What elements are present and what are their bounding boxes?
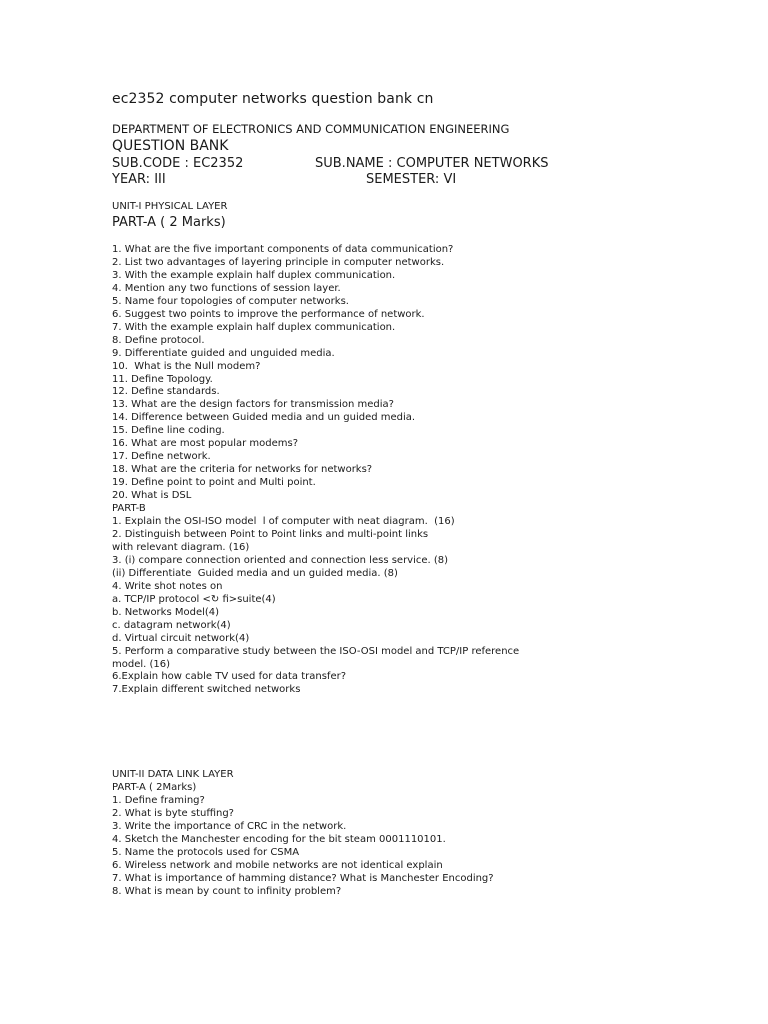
unit1-question-list xyxy=(112,244,519,697)
unit1-line: 15. Define line coding. xyxy=(112,425,225,437)
subject-code: SUB.CODE : EC2352 xyxy=(112,156,244,171)
unit1-line: b. Networks Model(4) xyxy=(112,606,220,618)
unit1-line: d. Virtual circuit network(4) xyxy=(112,632,250,644)
unit1-line: 6.Explain how cable TV used for data transfer? xyxy=(112,671,347,683)
unit1-line: PART-B xyxy=(112,503,146,515)
unit1-line: 6. Suggest two points to improve the performance of network. xyxy=(112,308,425,320)
unit1-line: 17. Define network. xyxy=(112,451,211,463)
unit1-line: c. datagram network(4) xyxy=(112,619,231,631)
question-bank-heading: QUESTION BANK xyxy=(112,138,229,154)
unit2-line: 8. What is mean by count to infinity problem? xyxy=(112,885,342,897)
unit1-line: 1. Explain the OSI-ISO model l of computer with neat diagram. (16) xyxy=(112,516,455,528)
unit1-line: 14. Difference between Guided media and un guided media. xyxy=(112,412,416,424)
department-heading: DEPARTMENT OF ELECTRONICS AND COMMUNICATION ENGINEERING xyxy=(112,122,510,136)
year-label: YEAR: III xyxy=(112,172,166,187)
unit1-line: 5. Name four topologies of computer networks. xyxy=(112,295,349,307)
unit1-line: 9. Differentiate guided and unguided media. xyxy=(112,347,335,359)
semester-label: SEMESTER: VI xyxy=(366,172,457,187)
unit1-line: 4. Write shot notes on xyxy=(112,580,223,592)
unit1-line: 11. Define Topology. xyxy=(112,373,213,385)
unit1-line: 1. What are the five important components of data communication? xyxy=(112,244,454,255)
unit1-line: 4. Mention any two functions of session layer. xyxy=(112,282,341,294)
unit2-line: 2. What is byte stuffing? xyxy=(112,807,234,819)
unit1-line: 7.Explain different switched networks xyxy=(112,684,301,696)
unit2-line: 5. Name the protocols used for CSMA xyxy=(112,846,300,858)
unit2-line: 7. What is importance of hamming distance? What is Manchester Encoding? xyxy=(112,872,494,884)
unit1-line: 8. Define protocol. xyxy=(112,334,205,346)
unit1-line: 18. What are the criteria for networks for networks? xyxy=(112,464,373,476)
unit1-line: 3. (i) compare connection oriented and connection less service. (8) xyxy=(112,554,449,566)
unit1-line: 2. List two advantages of layering principle in computer networks. xyxy=(112,256,445,268)
unit2-line: 4. Sketch the Manchester encoding for the bit steam 0001110101. xyxy=(112,833,446,845)
unit1-line: 16. What are most popular modems? xyxy=(112,438,299,450)
unit2-line: 1. Define framing? xyxy=(112,794,205,806)
unit1-line: (ii) Differentiate Guided media and un guided media. (8) xyxy=(112,567,398,579)
unit2-line: PART-A ( 2Marks) xyxy=(112,782,197,793)
document-title: ec2352 computer networks question bank cn xyxy=(112,91,434,107)
unit1-line: model. (16) xyxy=(112,658,171,670)
subject-name: SUB.NAME : COMPUTER NETWORKS xyxy=(315,156,549,171)
unit1-line: 5. Perform a comparative study between the ISO-OSI model and TCP/IP reference xyxy=(112,645,520,657)
unit1-line: 7. With the example explain half duplex communication. xyxy=(112,321,396,333)
unit2-line: 6. Wireless network and mobile networks are not identical explain xyxy=(112,859,443,871)
subject-row xyxy=(112,156,652,171)
year-semester-row xyxy=(112,172,652,187)
unit1-line: 3. With the example explain half duplex communication. xyxy=(112,269,396,281)
unit1-line: 12. Define standards. xyxy=(112,386,220,398)
unit1-line: 20. What is DSL xyxy=(112,490,192,502)
unit1-line: a. TCP/IP protocol <↻ fi>suite(4) xyxy=(112,593,276,605)
unit1-line: 13. What are the design factors for transmission media? xyxy=(112,399,394,411)
unit2-question-list xyxy=(112,782,494,899)
unit2-title: UNIT-II DATA LINK LAYER xyxy=(112,769,234,780)
unit1-title: UNIT-I PHYSICAL LAYER xyxy=(112,201,228,212)
unit1-line: 2. Distinguish between Point to Point links and multi-point links xyxy=(112,528,429,540)
unit1-line: 19. Define point to point and Multi point. xyxy=(112,477,316,489)
unit2-line: 3. Write the importance of CRC in the network. xyxy=(112,820,347,832)
unit1-part-a-label: PART-A ( 2 Marks) xyxy=(112,215,226,230)
unit1-line: with relevant diagram. (16) xyxy=(112,541,250,553)
unit1-line: 10. What is the Null modem? xyxy=(112,360,261,372)
